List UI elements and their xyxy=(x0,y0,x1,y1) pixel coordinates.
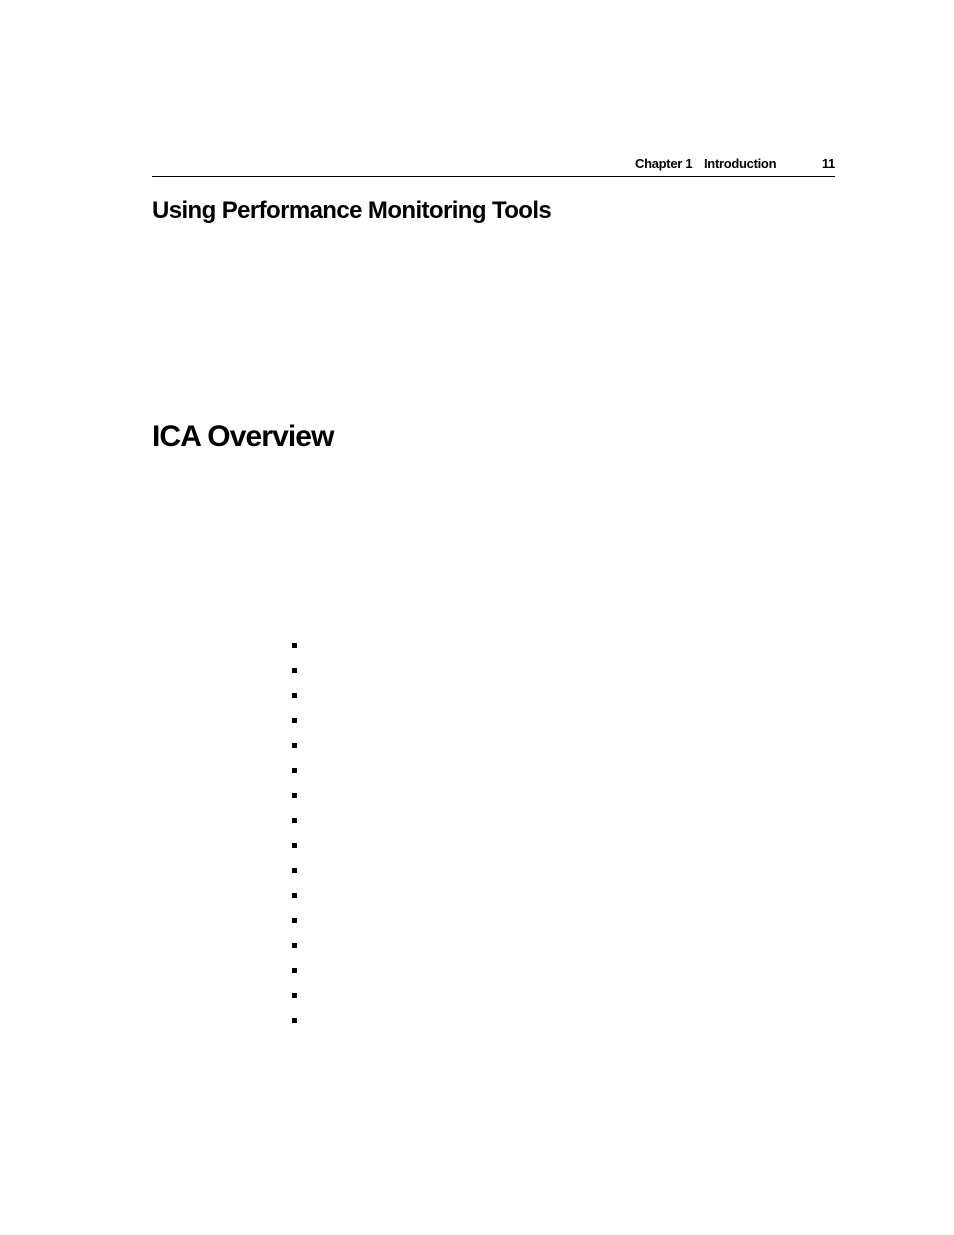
bullet-square-icon xyxy=(292,793,297,798)
bullet-square-icon xyxy=(292,818,297,823)
chapter-heading: ICA Overview xyxy=(152,420,334,453)
bullet-square-icon xyxy=(292,743,297,748)
header-section-label: Introduction xyxy=(704,156,777,171)
bullet-square-icon xyxy=(292,943,297,948)
bullet-square-icon xyxy=(292,993,297,998)
running-header xyxy=(152,154,835,177)
bullet-square-icon xyxy=(292,918,297,923)
header-page-number: 11 xyxy=(821,156,835,171)
bullet-square-icon xyxy=(292,693,297,698)
bullet-square-icon xyxy=(292,843,297,848)
header-chapter-label: Chapter 1 xyxy=(635,156,693,171)
bullet-square-icon xyxy=(292,968,297,973)
bullet-square-icon xyxy=(292,1018,297,1023)
section-heading: Using Performance Monitoring Tools xyxy=(152,197,552,224)
bullet-square-icon xyxy=(292,718,297,723)
bullet-square-icon xyxy=(292,893,297,898)
bullet-square-icon xyxy=(292,768,297,773)
bullet-square-icon xyxy=(292,868,297,873)
bullet-square-icon xyxy=(292,643,297,648)
bullet-square-icon xyxy=(292,668,297,673)
